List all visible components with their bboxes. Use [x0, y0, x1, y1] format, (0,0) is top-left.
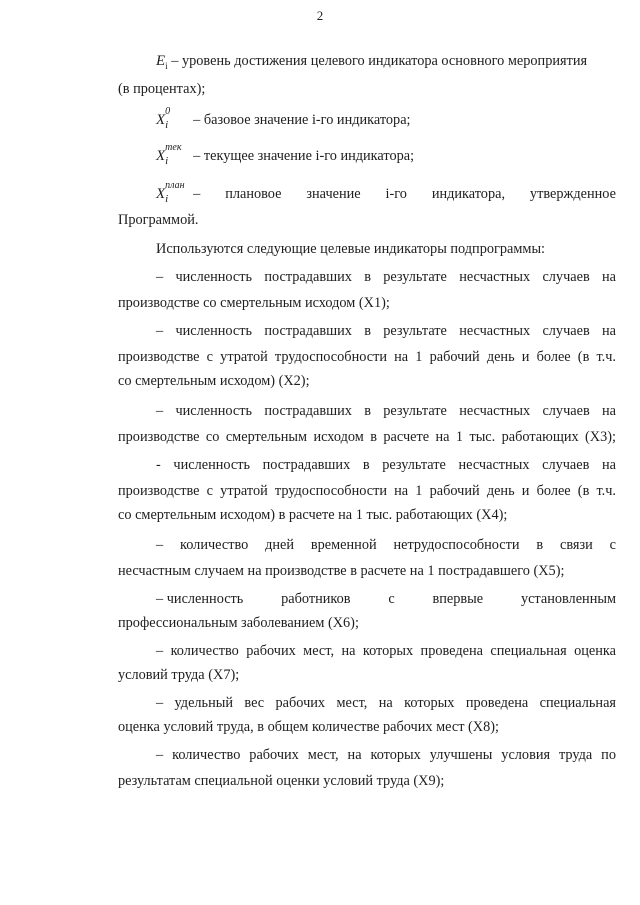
definition-xplan: X план i – плановое значение i-го индикатора, утвержденное — [156, 180, 616, 205]
symbol-x0: X 0 i — [156, 106, 171, 131]
symbol-e: $E_i$ — [156, 53, 168, 71]
indicator-4-line-2: производстве с утратой трудоспособности на 1 рабочий день и более (в т.ч. — [118, 483, 616, 499]
indicator-2-line-1: – численность пострадавших в результате несчастных случаев на — [156, 323, 616, 339]
indicator-7-line-1: – количество рабочих мест, на которых проведена специальная оценка — [156, 643, 616, 659]
page-number: 2 — [316, 8, 324, 23]
definition-xtek: X тек i – текущее значение i-го индикатора; — [156, 142, 415, 167]
definition-e-text: – уровень достижения целевого индикатора основного мероприятия — [171, 53, 588, 69]
symbol-xtek: X тек i — [156, 142, 182, 167]
indicator-8-line-2: оценка условий труда, в общем количестве рабочих мест (X8); — [118, 719, 500, 735]
indicator-5-line-2: несчастным случаем на производстве в расчете на 1 пострадавшего (X5); — [118, 563, 565, 579]
definition-x0: X 0 i – базовое значение i-го индикатора; — [156, 106, 411, 131]
indicator-6-line-1: – численность работников с впервые установленным — [156, 591, 616, 607]
text-line: Программой. — [118, 212, 199, 228]
indicator-3-line-1: – численность пострадавших в результате несчастных случаев на — [156, 403, 616, 419]
indicator-9-line-1: – количество рабочих мест, на которых улучшены условия труда по — [156, 747, 616, 763]
text-line: (в процентах); — [118, 81, 206, 97]
indicator-4-line-1: - численность пострадавших в результате несчастных случаев на — [156, 457, 616, 473]
indicator-7-line-2: условий труда (X7); — [118, 667, 240, 683]
indicators-intro: Используются следующие целевые индикаторы подпрограммы: — [156, 241, 546, 257]
indicator-5-line-1: – количество дней временной нетрудоспособности в связи с — [156, 537, 616, 553]
indicator-6-line-2: профессиональным заболеванием (X6); — [118, 615, 359, 631]
definition-e — [156, 52, 587, 75]
indicator-1-line-1: – численность пострадавших в результате несчастных случаев на — [156, 269, 616, 285]
indicator-2-line-2: производстве с утратой трудоспособности на 1 рабочий день и более (в т.ч. — [118, 349, 616, 365]
indicator-8-line-1: – удельный вес рабочих мест, на которых проведена специальная — [156, 695, 616, 711]
indicator-4-line-3: со смертельным исходом) в расчете на 1 тыс. работающих (X4); — [118, 507, 508, 523]
indicator-2-line-3: со смертельным исходом) (X2); — [118, 373, 310, 389]
indicator-1-line-2: производстве со смертельным исходом (X1); — [118, 295, 390, 311]
indicator-9-line-2: результатам специальной оценки условий труда (X9); — [118, 773, 445, 789]
symbol-xplan: X план i — [156, 180, 185, 205]
indicator-3-line-2: производстве со смертельным исходом в расчете на 1 тыс. работающих (X3); — [118, 429, 616, 445]
